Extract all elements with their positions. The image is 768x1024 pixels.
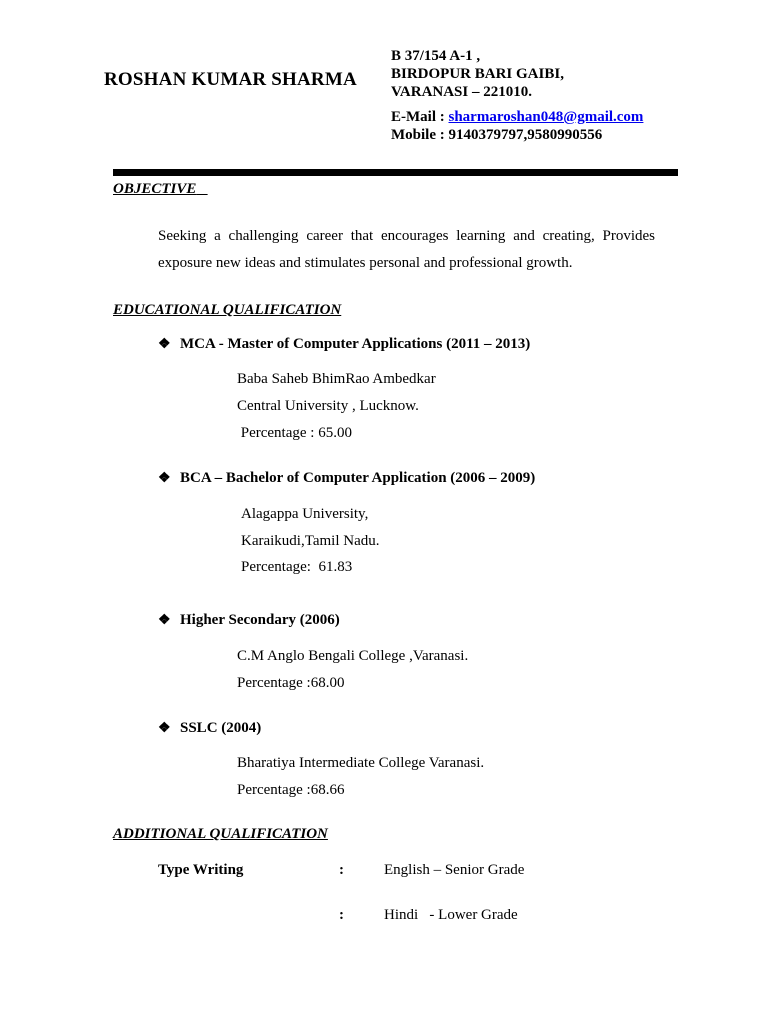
colon-separator: : [339, 907, 344, 923]
email-row [391, 108, 643, 126]
objective-heading: OBJECTIVE [113, 181, 197, 197]
address-line-3: VARANASI – 221010. [391, 84, 532, 100]
bca-line-1: Alagappa University, [241, 506, 369, 522]
type-writing-english: English – Senior Grade [384, 862, 525, 878]
colon-separator: : [339, 862, 344, 878]
bca-line-2: Karaikudi,Tamil Nadu. [241, 533, 380, 549]
bca-line-3: Percentage: 61.83 [241, 559, 353, 575]
sslc-line-1: Bharatiya Intermediate College Varanasi. [237, 755, 485, 771]
type-writing-hindi: Hindi - Lower Grade [384, 907, 518, 923]
diamond-bullet-icon: ❖ [158, 613, 171, 628]
additional-heading: ADDITIONAL QUALIFICATION [113, 826, 328, 842]
candidate-name: ROSHAN KUMAR SHARMA [104, 69, 357, 90]
header-divider [113, 169, 678, 176]
mobile-number: Mobile : 9140379797,9580990556 [391, 127, 603, 143]
hs-line-1: C.M Anglo Bengali College ,Varanasi. [237, 648, 469, 664]
hs-line-2: Percentage :68.00 [237, 675, 345, 691]
diamond-bullet-icon: ❖ [158, 471, 171, 486]
education-item-bca: ❖ BCA – Bachelor of Computer Application (2006 – 2009) [158, 470, 536, 486]
address-line-1: B 37/154 A-1 , [391, 48, 481, 64]
mca-line-1: Baba Saheb BhimRao Ambedkar [237, 371, 436, 387]
objective-text: Seeking a challenging career that encourages learning and creating, Provides exposure new ideas and stimulates personal and professional growth. [158, 228, 655, 271]
email-label: E-Mail : [391, 109, 449, 125]
diamond-bullet-icon: ❖ [158, 337, 171, 352]
education-item-mca: ❖ MCA - Master of Computer Applications (2011 – 2013) [158, 336, 531, 352]
education-item-sslc: ❖ SSLC (2004) [158, 720, 262, 736]
diamond-bullet-icon: ❖ [158, 721, 171, 736]
mca-line-2: Central University , Lucknow. [237, 398, 419, 414]
sslc-line-2: Percentage :68.66 [237, 782, 345, 798]
education-item-higher-secondary: ❖ Higher Secondary (2006) [158, 612, 340, 628]
mca-line-3: Percentage : 65.00 [237, 425, 352, 441]
email-link[interactable]: sharmaroshan048@gmail.com [448, 109, 644, 125]
education-heading: EDUCATIONAL QUALIFICATION [113, 302, 342, 318]
address-line-2: BIRDOPUR BARI GAIBI, [391, 66, 564, 82]
type-writing-label: Type Writing [158, 862, 244, 878]
